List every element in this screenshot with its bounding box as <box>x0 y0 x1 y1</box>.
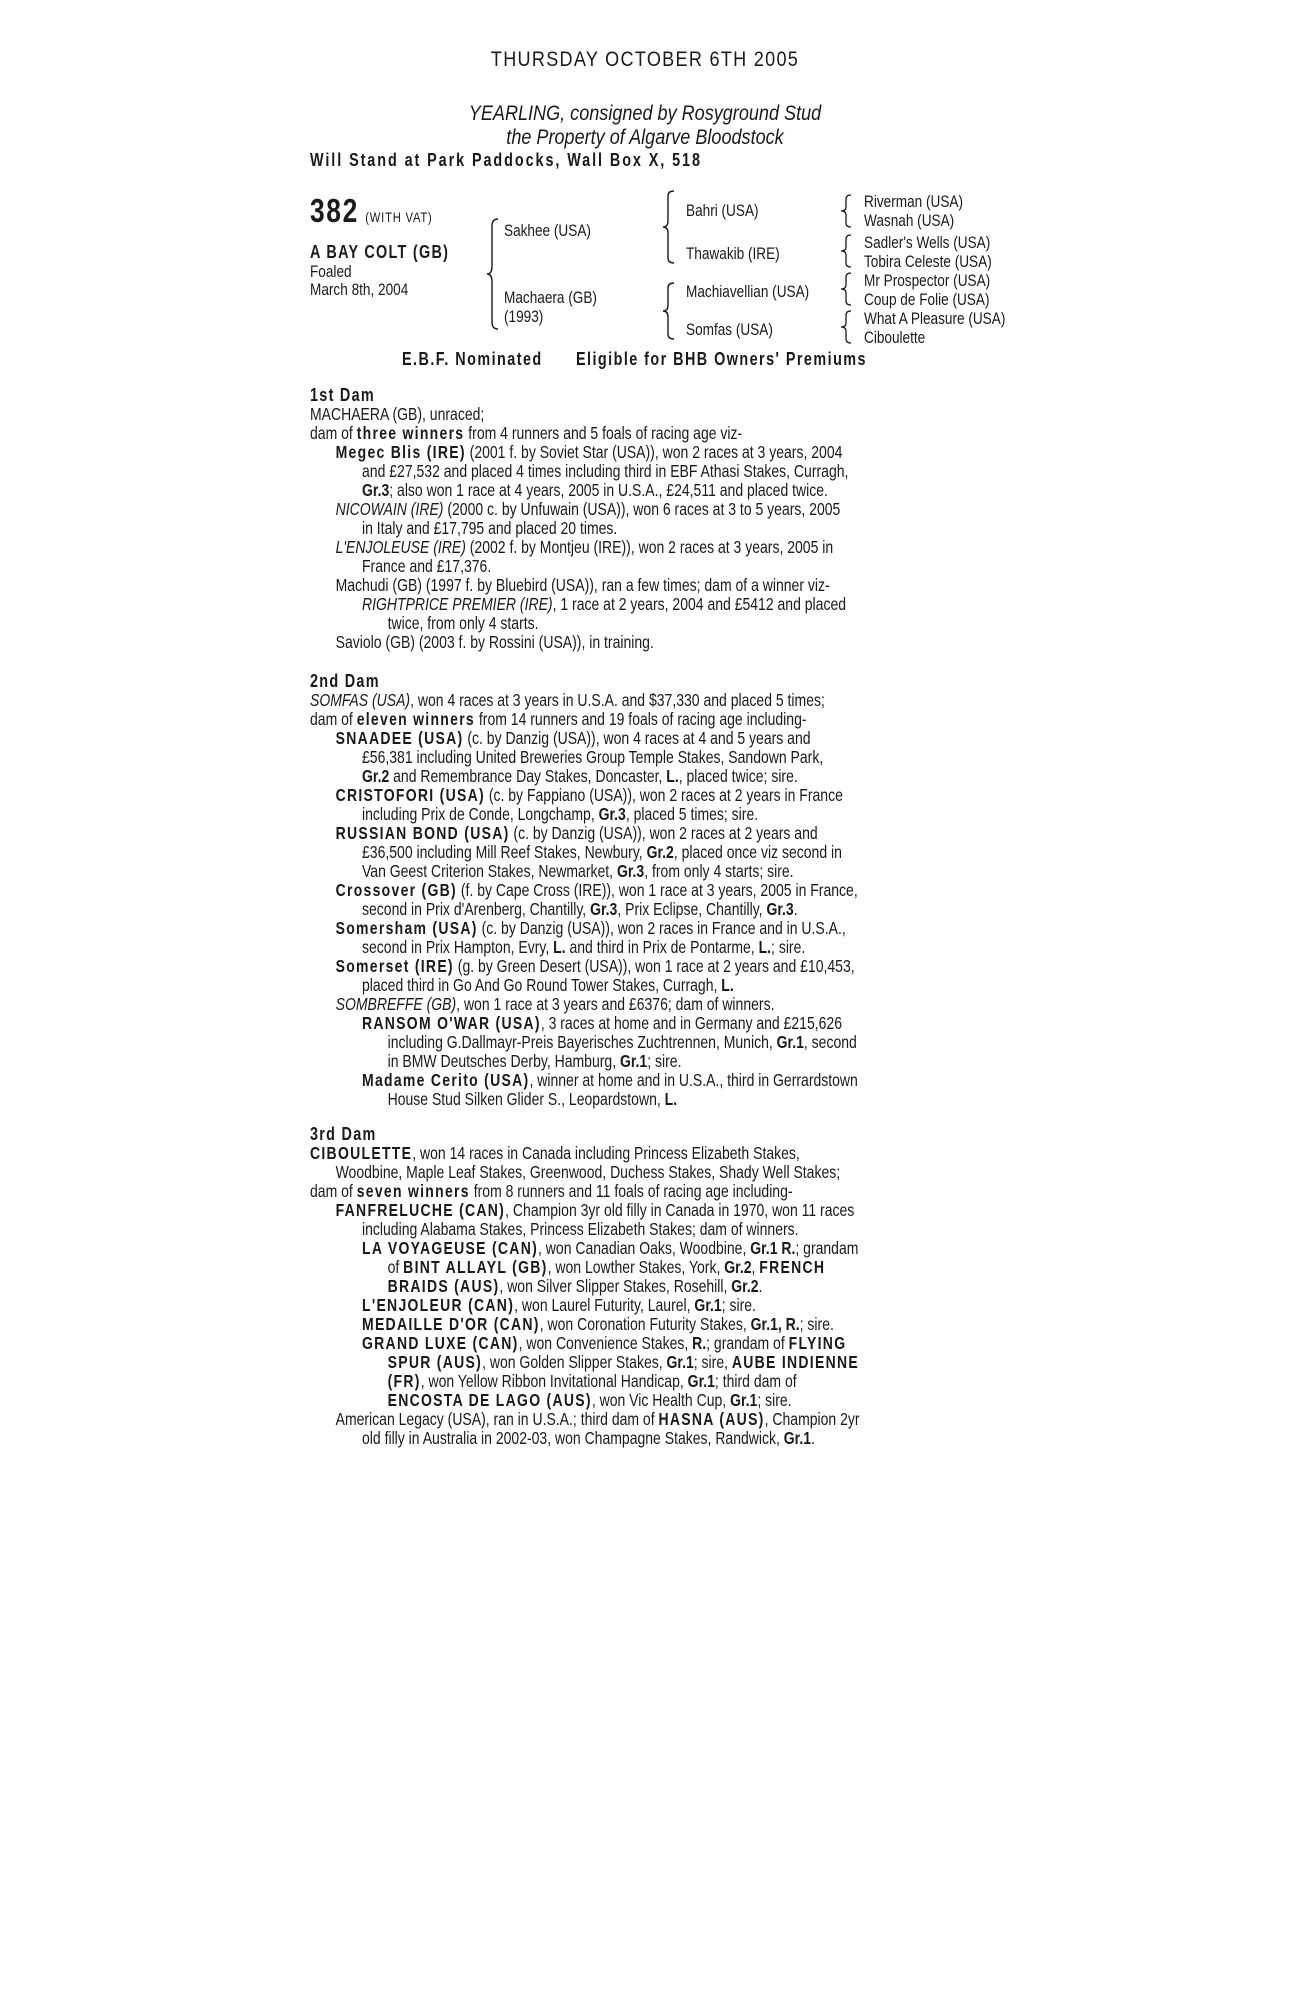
dam1-line: L'ENJOLEUSE (IRE) (2002 f. by Montjeu (IRE)), won 2 races at 3 years, 2005 in <box>335 537 834 557</box>
vat-note: (WITH VAT) <box>365 209 433 225</box>
pedigree-dam-sire: Machiavellian (USA) <box>686 282 810 301</box>
pedigree-dss: Mr Prospector (USA) <box>864 271 991 290</box>
dam3-line: GRAND LUXE (CAN), won Convenience Stakes, R.; grandam of FLYING <box>362 1333 847 1353</box>
sale-date: THURSDAY OCTOBER 6TH 2005 <box>490 48 800 71</box>
dam1-line: NICOWAIN (IRE) (2000 c. by Unfuwain (USA)), won 6 races at 3 to 5 years, 2005 <box>335 499 841 519</box>
dam1-line: in Italy and £17,795 and placed 20 times. <box>362 518 618 538</box>
pedigree-ssd: Wasnah (USA) <box>864 211 955 230</box>
first-dam-title: 1st Dam <box>310 385 375 405</box>
dam2-line: second in Prix Hampton, Evry, L. and third in Prix de Pontarme, L.; sire. <box>362 937 806 957</box>
pedigree-sire-dam: Thawakib (IRE) <box>686 244 780 263</box>
dam2-line: Madame Cerito (USA), winner at home and in U.S.A., third in Gerrardstown <box>362 1070 858 1090</box>
dam3-line: dam of seven winners from 8 runners and 11 foals of racing age including- <box>310 1181 793 1201</box>
dam2-line: Crossover (GB) (f. by Cape Cross (IRE)), won 1 race at 3 years, 2005 in France, <box>335 880 858 900</box>
pedigree-ddd: Ciboulette <box>864 328 926 347</box>
dam2-line: SNAADEE (USA) (c. by Danzig (USA)), won 4 races at 4 and 5 years and <box>335 728 811 748</box>
pedigree-dds: What A Pleasure (USA) <box>864 309 1006 328</box>
foaled-label: Foaled <box>310 262 352 281</box>
dam3-line: SPUR (AUS), won Golden Slipper Stakes, Gr.1; sire, AUBE INDIENNE <box>387 1352 859 1372</box>
dam3-line: FANFRELUCHE (CAN), Champion 3yr old filly in Canada in 1970, won 11 races <box>335 1200 855 1220</box>
dam1-line: dam of three winners from 4 runners and 5 foals of racing age viz- <box>310 423 743 443</box>
stand-location: Will Stand at Park Paddocks, Wall Box X, 518 <box>310 150 702 170</box>
dam1-line: Gr.3; also won 1 race at 4 years, 2005 in U.S.A., £24,511 and placed twice. <box>362 480 828 500</box>
lot-number-value: 382 <box>310 192 359 229</box>
dam2-line: Gr.2 and Remembrance Day Stakes, Doncaster, L., placed twice; sire. <box>362 766 798 786</box>
dam3-line: MEDAILLE D'OR (CAN), won Coronation Futurity Stakes, Gr.1, R.; sire. <box>362 1314 834 1334</box>
dam2-line: £36,500 including Mill Reef Stakes, Newbury, Gr.2, placed once viz second in <box>362 842 842 862</box>
pedigree-dam-year: (1993) <box>504 307 544 326</box>
dam2-line: RANSOM O'WAR (USA), 3 races at home and in Germany and £215,626 <box>362 1013 843 1033</box>
pedigree-sds: Sadler's Wells (USA) <box>864 233 991 252</box>
pedigree-dam-dam: Somfas (USA) <box>686 320 773 339</box>
dam3-line: ENCOSTA DE LAGO (AUS), won Vic Health Cup, Gr.1; sire. <box>387 1390 792 1410</box>
dam3-line: L'ENJOLEUR (CAN), won Laurel Futurity, Laurel, Gr.1; sire. <box>362 1295 756 1315</box>
dam1-line: RIGHTPRICE PREMIER (IRE), 1 race at 2 years, 2004 and £5412 and placed <box>362 594 847 614</box>
dam3-line: LA VOYAGEUSE (CAN), won Canadian Oaks, Woodbine, Gr.1 R.; grandam <box>362 1238 859 1258</box>
dam3-line: BRAIDS (AUS), won Silver Slipper Stakes, Rosehill, Gr.2. <box>387 1276 763 1296</box>
bhb-premiums: Eligible for BHB Owners' Premiums <box>576 349 867 369</box>
pedigree-brace-main <box>486 218 500 330</box>
pedigree-sss: Riverman (USA) <box>864 192 963 211</box>
third-dam-section <box>310 1125 990 1448</box>
second-dam-section <box>310 672 990 1109</box>
pedigree-sire: Sakhee (USA) <box>504 221 591 240</box>
dam2-line: including Prix de Conde, Longchamp, Gr.3, placed 5 times; sire. <box>362 804 759 824</box>
dam2-line: including G.Dallmayr-Preis Bayerisches Zuchtrennen, Munich, Gr.1, second <box>387 1032 857 1052</box>
ebf-nominated: E.B.F. Nominated <box>402 349 543 369</box>
dam1-line: and £27,532 and placed 4 times including third in EBF Athasi Stakes, Curragh, <box>362 461 849 481</box>
dam2-line: RUSSIAN BOND (USA) (c. by Danzig (USA)), won 2 races at 2 years and <box>335 823 818 843</box>
dam3-line: of BINT ALLAYL (GB), won Lowther Stakes, York, Gr.2, FRENCH <box>387 1257 826 1277</box>
dam3-line: old filly in Australia in 2002-03, won Champagne Stakes, Randwick, Gr.1. <box>362 1428 815 1448</box>
dam3-line: (FR), won Yellow Ribbon Invitational Handicap, Gr.1; third dam of <box>387 1371 797 1391</box>
pedigree-brace-dd <box>840 310 852 344</box>
dam1-line: France and £17,376. <box>362 556 492 576</box>
dam2-line: SOMBREFFE (GB), won 1 race at 3 years and £6376; dam of winners. <box>335 994 775 1014</box>
pedigree-brace-ss <box>840 194 852 228</box>
dam1-line: Saviolo (GB) (2003 f. by Rossini (USA)), in training. <box>335 632 654 652</box>
foaled-date: March 8th, 2004 <box>310 280 409 299</box>
pedigree-sdd: Tobira Celeste (USA) <box>864 252 992 271</box>
dam2-line: dam of eleven winners from 14 runners and 19 foals of racing age including- <box>310 709 807 729</box>
consignor-line: YEARLING, consigned by Rosyground Stud <box>468 102 822 125</box>
dam2-line: CRISTOFORI (USA) (c. by Fappiano (USA)), won 2 races at 2 years in France <box>335 785 843 805</box>
dam1-line: twice, from only 4 starts. <box>387 613 539 633</box>
dam2-line: placed third in Go And Go Round Tower Stakes, Curragh, L. <box>362 975 734 995</box>
pedigree-brace-sire <box>662 190 676 264</box>
pedigree-dam: Machaera (GB) <box>504 288 597 307</box>
property-line: the Property of Algarve Bloodstock <box>506 126 784 149</box>
dam1-line: MACHAERA (GB), unraced; <box>310 404 485 424</box>
dam3-line: including Alabama Stakes, Princess Elizabeth Stakes; dam of winners. <box>362 1219 799 1239</box>
first-dam-section <box>310 386 990 652</box>
dam3-line: Woodbine, Maple Leaf Stakes, Greenwood, Duchess Stakes, Shady Well Stakes; <box>335 1162 841 1182</box>
pedigree-brace-dam <box>662 282 676 340</box>
dam2-line: Van Geest Criterion Stakes, Newmarket, Gr.3, from only 4 starts; sire. <box>362 861 794 881</box>
dam2-line: second in Prix d'Arenberg, Chantilly, Gr.3, Prix Eclipse, Chantilly, Gr.3. <box>362 899 798 919</box>
pedigree-brace-sd <box>840 234 852 268</box>
dam2-line: in BMW Deutsches Derby, Hamburg, Gr.1; sire. <box>387 1051 682 1071</box>
dam1-line: Megec Blis (IRE) (2001 f. by Soviet Star (USA)), won 2 races at 3 years, 2004 <box>335 442 843 462</box>
dam2-line: Somerset (IRE) (g. by Green Desert (USA)), won 1 race at 2 years and £10,453, <box>335 956 855 976</box>
dam2-line: £56,381 including United Breweries Group Temple Stakes, Sandown Park, <box>362 747 824 767</box>
dam1-line: Machudi (GB) (1997 f. by Bluebird (USA)), ran a few times; dam of a winner viz- <box>335 575 830 595</box>
pedigree-sire-sire: Bahri (USA) <box>686 201 759 220</box>
dam3-line: CIBOULETTE, won 14 races in Canada including Princess Elizabeth Stakes, <box>310 1143 800 1163</box>
lot-description: A BAY COLT (GB) <box>310 242 450 262</box>
dam2-line: Somersham (USA) (c. by Danzig (USA)), won 2 races in France and in U.S.A., <box>335 918 846 938</box>
third-dam-title: 3rd Dam <box>310 1124 377 1144</box>
pedigree-dsd: Coup de Folie (USA) <box>864 290 990 309</box>
dam3-line: American Legacy (USA), ran in U.S.A.; third dam of HASNA (AUS), Champion 2yr <box>335 1409 860 1429</box>
dam2-line: House Stud Silken Glider S., Leopardstown, L. <box>387 1089 678 1109</box>
lot-number <box>310 192 433 230</box>
second-dam-title: 2nd Dam <box>310 671 380 691</box>
dam2-line: SOMFAS (USA), won 4 races at 3 years in U.S.A. and $37,330 and placed 5 times; <box>310 690 825 710</box>
pedigree-brace-ds <box>840 272 852 306</box>
